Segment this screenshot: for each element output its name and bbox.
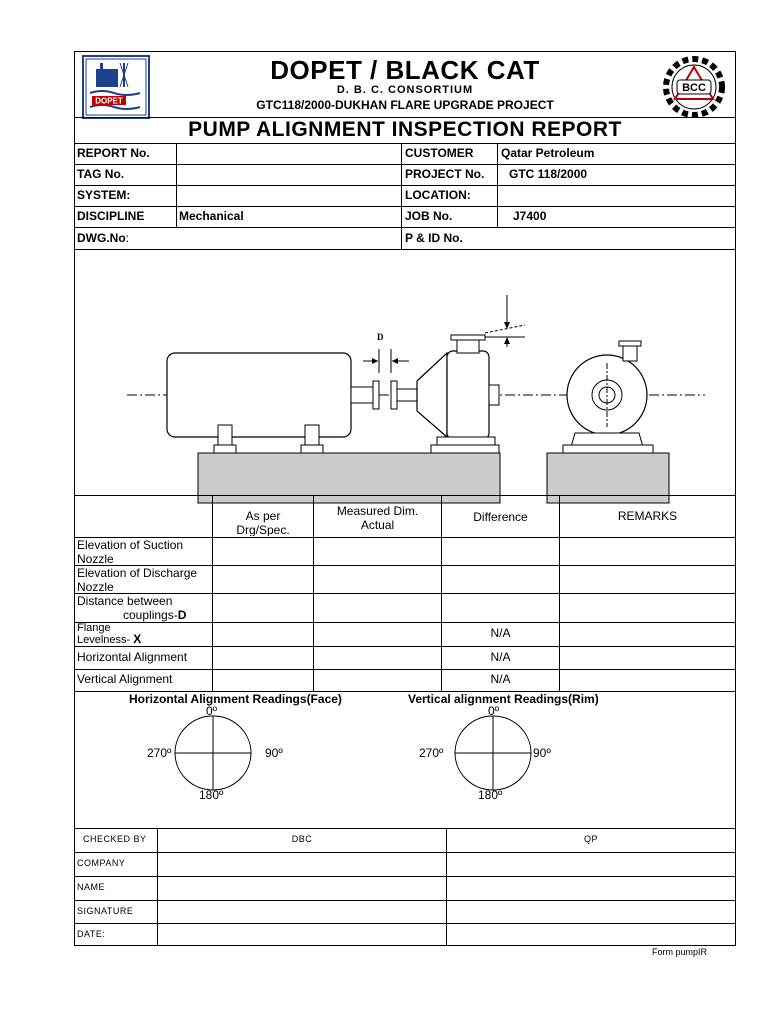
discipline-value[interactable]: Mechanical <box>179 209 244 223</box>
row-flange-difference: N/A <box>490 626 511 640</box>
row-coupling-line1: Distance between <box>77 594 173 608</box>
consortium-name: D. B. C. CONSORTIUM <box>336 84 474 96</box>
remarks-header: REMARKS <box>617 509 678 523</box>
row-flange-line2: Levelness- <box>77 634 134 646</box>
form-id: Form pumpIR <box>652 947 708 957</box>
system-label: SYSTEM: <box>77 188 131 202</box>
pid-no-value[interactable] <box>475 231 725 247</box>
signature-label: SIGNATURE <box>77 906 134 916</box>
vertical-readings-title: Vertical alignment Readings(Rim) <box>408 692 599 706</box>
vertical-deg-180: 180º <box>478 788 503 802</box>
specified-dim-line3: Drg/Spec. <box>236 523 290 536</box>
row-discharge-label <box>77 566 197 594</box>
location-label: LOCATION: <box>405 188 471 202</box>
measured-dim-line2: Actual <box>360 518 395 532</box>
dopet-logo-text: DOPET <box>95 96 123 106</box>
dwg-no-field <box>77 231 129 245</box>
project-no-value[interactable]: GTC 118/2000 <box>509 167 588 181</box>
pid-no-label: P & ID No. <box>405 231 463 245</box>
difference-header: Difference <box>473 510 528 524</box>
bcc-logo <box>657 55 731 119</box>
measured-dim-line1: Measured Dim. <box>336 504 419 518</box>
dbc-column-header: DBC <box>291 834 313 844</box>
vertical-deg-270: 270º <box>419 746 444 760</box>
dopet-logo <box>82 55 150 119</box>
row-vertical-alignment-label: Vertical Alignment <box>77 672 173 686</box>
customer-label: CUSTOMER <box>405 146 474 160</box>
row-discharge-line1: Elevation of Discharge <box>77 566 198 580</box>
inspection-form <box>74 51 736 946</box>
row-horizontal-alignment-label: Horizontal Alignment <box>77 650 188 664</box>
customer-value[interactable]: Qatar Petroleum <box>501 146 595 160</box>
qp-name-field[interactable] <box>448 878 733 898</box>
dwg-no-colon: : <box>125 231 129 245</box>
row-flange-line1: Flange <box>77 622 111 634</box>
specified-dim-line2: As per <box>245 509 281 523</box>
report-no-label: REPORT No. <box>77 146 150 160</box>
row-discharge-line2: Nozzle <box>77 580 114 594</box>
horizontal-deg-180: 180º <box>199 788 224 802</box>
dbc-company-field[interactable] <box>159 854 444 874</box>
horizontal-deg-0: 0º <box>206 704 218 718</box>
dwg-no-label: DWG.No <box>77 231 126 245</box>
dbc-name-field[interactable] <box>159 878 444 898</box>
horizontal-readings-dial <box>173 713 253 793</box>
row-discharge-difference[interactable] <box>442 572 559 586</box>
report-no-value[interactable] <box>179 146 399 162</box>
qp-company-field[interactable] <box>448 854 733 874</box>
row-flange-levelness-label <box>77 623 141 646</box>
tag-no-label: TAG No. <box>77 167 125 181</box>
bcc-logo-text: BCC <box>682 82 706 94</box>
row-suction-line1: Elevation of Suction <box>77 538 184 552</box>
row-coupling-line2-wrap <box>77 608 186 622</box>
name-label: NAME <box>77 882 106 892</box>
job-no-value[interactable]: J7400 <box>513 209 547 223</box>
row-suction-line2: Nozzle <box>77 552 114 566</box>
qp-date-field[interactable] <box>448 925 733 944</box>
row-flange-suffix: X <box>133 632 142 646</box>
dimension-d-label: D <box>377 332 384 342</box>
company-title: DOPET / BLACK CAT <box>270 55 540 85</box>
row-coupling-suffix: D <box>177 608 187 622</box>
horizontal-deg-90: 90º <box>265 746 283 760</box>
qp-signature-field[interactable] <box>448 902 733 921</box>
vertical-deg-0: 0º <box>488 704 500 718</box>
row-coupling-line2: couplings- <box>123 608 178 622</box>
row-vertical-difference: N/A <box>490 672 511 686</box>
system-value[interactable] <box>179 188 399 204</box>
row-coupling-difference[interactable] <box>442 600 559 614</box>
measured-dim-header <box>314 500 441 532</box>
row-suction-label <box>77 538 183 566</box>
tag-no-value[interactable] <box>179 167 399 183</box>
vertical-readings-dial <box>453 713 533 793</box>
dbc-signature-field[interactable] <box>159 902 444 921</box>
row-horizontal-difference: N/A <box>490 650 511 664</box>
specified-dim-header <box>213 498 313 536</box>
report-title: PUMP ALIGNMENT INSPECTION REPORT <box>188 118 622 141</box>
job-no-label: JOB No. <box>405 209 453 223</box>
qp-column-header: QP <box>583 834 598 844</box>
project-name: GTC118/2000-DUKHAN FLARE UPGRADE PROJECT <box>256 98 554 112</box>
project-no-label: PROJECT No. <box>405 167 485 181</box>
pump-alignment-diagram <box>75 249 735 511</box>
date-label: DATE: <box>77 929 106 939</box>
discipline-label: DISCIPLINE <box>77 209 145 223</box>
horizontal-readings-title: Horizontal Alignment Readings(Face) <box>129 692 342 706</box>
row-suction-difference[interactable] <box>442 544 559 558</box>
horizontal-deg-270: 270º <box>147 746 172 760</box>
dbc-date-field[interactable] <box>159 925 444 944</box>
vertical-deg-90: 90º <box>533 746 551 760</box>
location-value[interactable] <box>501 188 731 204</box>
checked-by-label: CHECKED BY <box>83 834 147 844</box>
row-coupling-distance-label <box>77 594 186 622</box>
company-label: COMPANY <box>77 858 126 868</box>
